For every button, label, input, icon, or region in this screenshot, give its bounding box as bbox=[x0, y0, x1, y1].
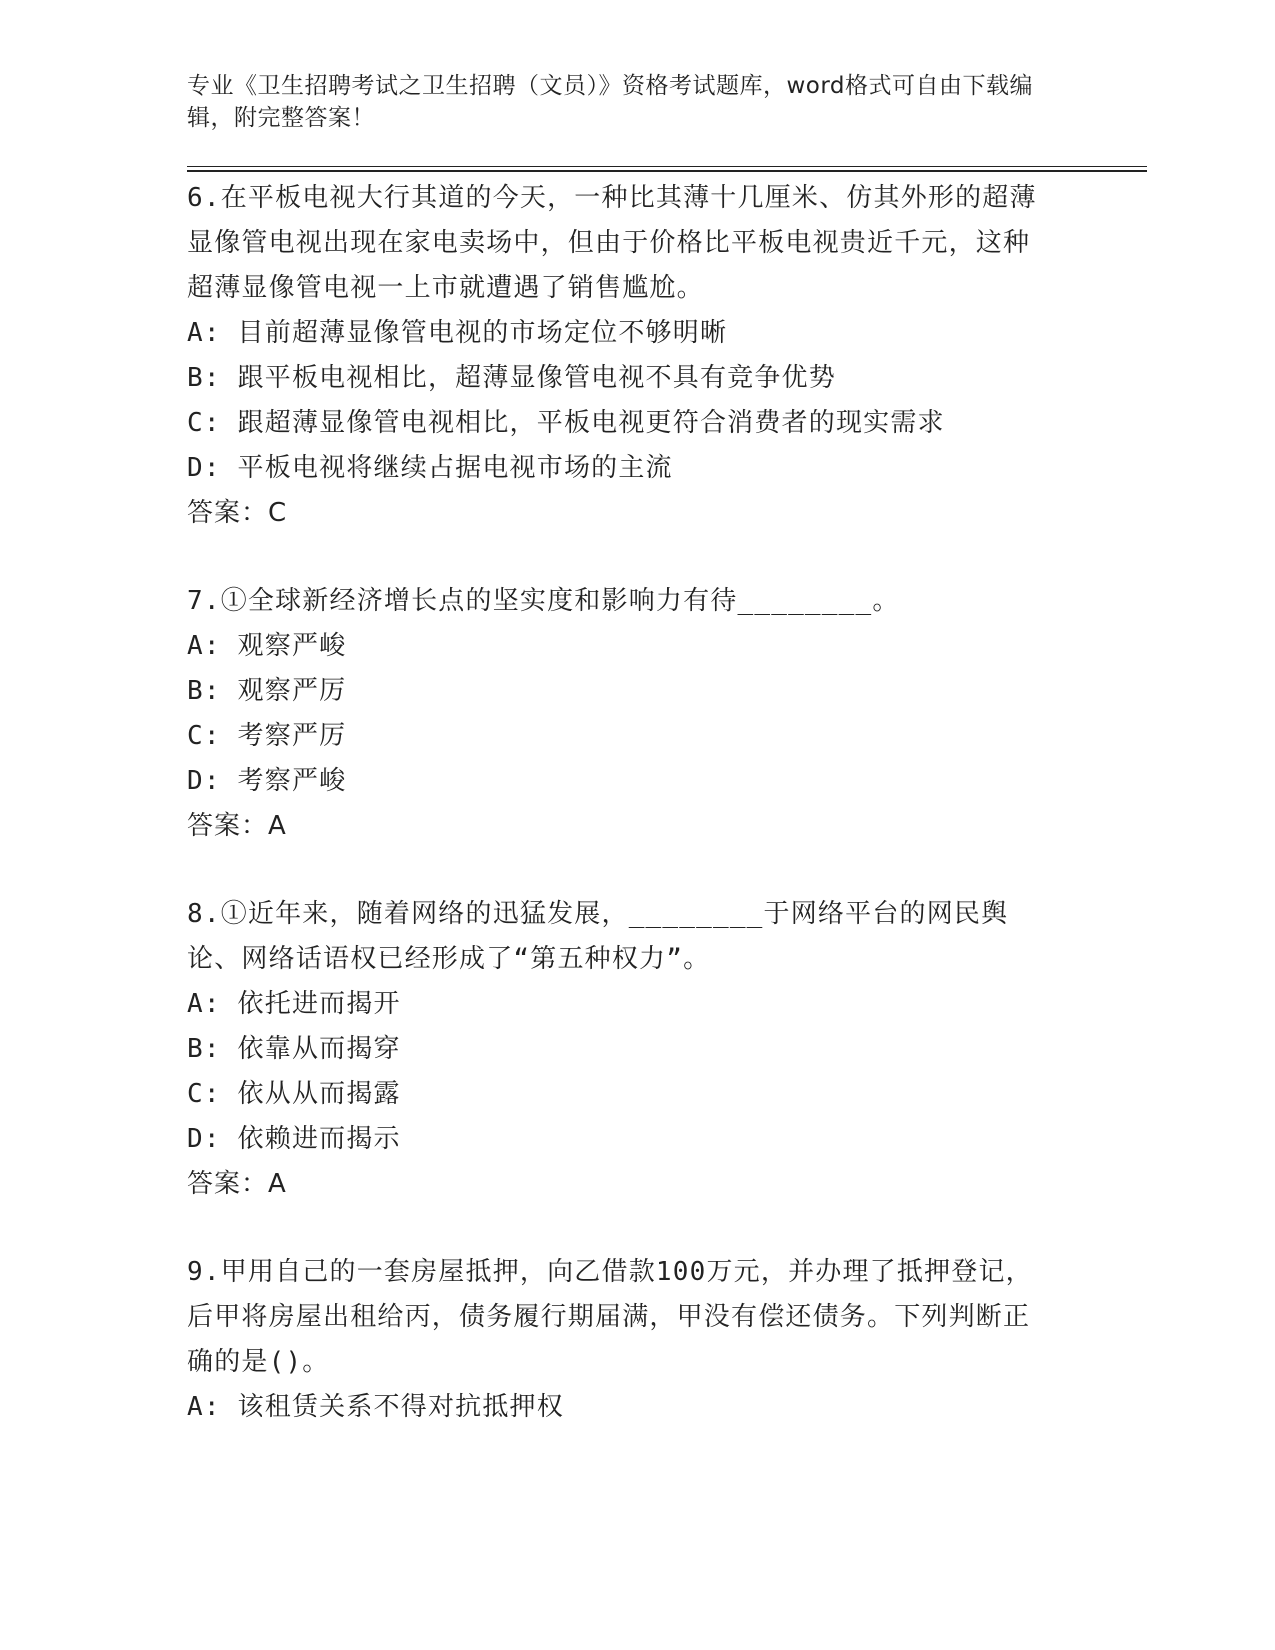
question-8 bbox=[187, 892, 1147, 1207]
option-b: B: 依靠从而揭穿 bbox=[187, 1034, 401, 1064]
option-a: A: 该租赁关系不得对抗抵押权 bbox=[187, 1392, 564, 1422]
question-6 bbox=[187, 176, 1147, 536]
question-stem: 6.在平板电视大行其道的今天，一种比其薄十几厘米、仿其外形的超薄显像管电视出现在家电卖场中，但由于价格比平板电视贵近千元，这种超薄显像管电视一上市就遭遇了销售尴尬。 bbox=[187, 183, 1037, 303]
answer: 答案：A bbox=[187, 811, 287, 841]
document-header: 专业《卫生招聘考试之卫生招聘（文员）》资格考试题库，word格式可自由下载编辑，附完整答案！ bbox=[187, 73, 1034, 131]
header-divider bbox=[187, 166, 1147, 172]
option-d: D: 依赖进而揭示 bbox=[187, 1124, 401, 1154]
option-a: A: 依托进而揭开 bbox=[187, 989, 401, 1019]
option-c: C: 依从从而揭露 bbox=[187, 1079, 401, 1109]
answer: 答案：A bbox=[187, 1169, 287, 1199]
question-stem: 8.①近年来，随着网络的迅猛发展，________于网络平台的网民舆论、网络话语权已经形成了“第五种权力”。 bbox=[187, 899, 1009, 974]
document-page bbox=[187, 70, 1147, 1430]
question-7 bbox=[187, 579, 1147, 849]
option-c: C: 跟超薄显像管电视相比，平板电视更符合消费者的现实需求 bbox=[187, 408, 945, 438]
question-stem: 7.①全球新经济增长点的坚实度和影响力有待________。 bbox=[187, 586, 900, 616]
option-a: A: 目前超薄显像管电视的市场定位不够明晰 bbox=[187, 318, 728, 348]
option-b: B: 观察严厉 bbox=[187, 676, 347, 706]
question-9 bbox=[187, 1250, 1147, 1430]
option-c: C: 考察严厉 bbox=[187, 721, 347, 751]
question-stem: 9.甲用自己的一套房屋抵押，向乙借款100万元，并办理了抵押登记，后甲将房屋出租给丙，债务履行期届满，甲没有偿还债务。下列判断正确的是()。 bbox=[187, 1257, 1033, 1377]
option-b: B: 跟平板电视相比，超薄显像管电视不具有竞争优势 bbox=[187, 363, 836, 393]
option-d: D: 平板电视将继续占据电视市场的主流 bbox=[187, 453, 673, 483]
option-d: D: 考察严峻 bbox=[187, 766, 347, 796]
answer: 答案：C bbox=[187, 498, 288, 528]
option-a: A: 观察严峻 bbox=[187, 631, 347, 661]
